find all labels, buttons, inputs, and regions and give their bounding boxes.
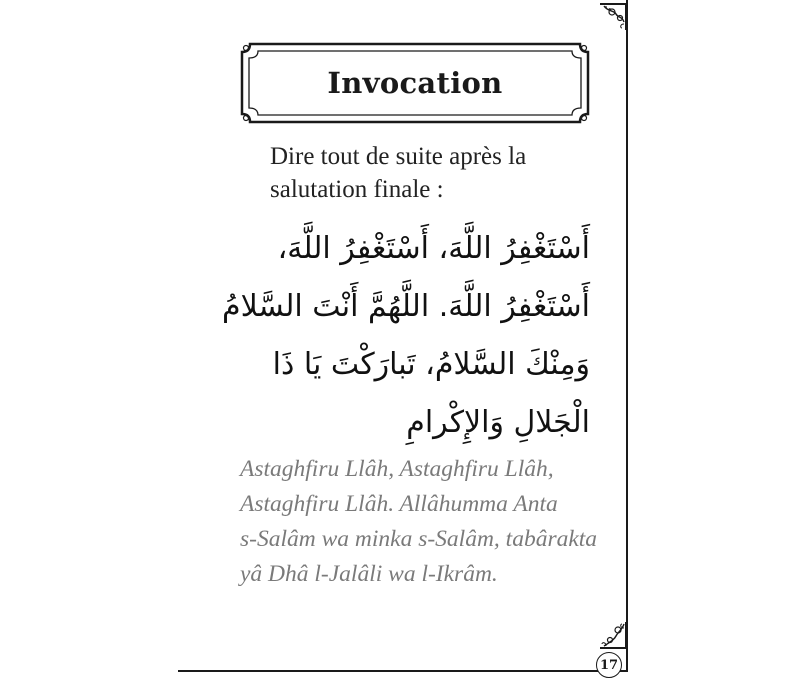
transliteration-line: yâ Dhâ l-Jalâli wa l-Ikrâm.: [240, 561, 498, 587]
transliteration: [240, 452, 600, 592]
transliteration-line: s-Salâm wa minka s-Salâm, tabârakta: [240, 526, 598, 552]
page-number: 17: [596, 652, 622, 678]
arabic-line: أَسْتَغْفِرُ اللَّهَ. اللَّهُمَّ أَنْتَ السَّلامُ: [222, 289, 590, 324]
instruction-line: salutation finale :: [270, 176, 444, 203]
transliteration-line: Astaghfiru Llâh. Allâhumma Anta: [240, 491, 558, 517]
ornament-corner-icon: [598, 620, 628, 650]
instruction-line: Dire tout de suite après la: [270, 143, 527, 170]
arabic-invocation: [222, 220, 590, 452]
ornament-corner-icon: [598, 2, 628, 32]
arabic-line: وَمِنْكَ السَّلامُ، تَبارَكْتَ يَا ذَا: [272, 347, 590, 382]
arabic-line: أَسْتَغْفِرُ اللَّهَ، أَسْتَغْفِرُ اللَّهَ،: [277, 231, 590, 266]
arabic-line: الْجَلالِ وَالإِكْرامِ: [406, 405, 590, 440]
page-title: Invocation: [327, 66, 503, 100]
instruction-text: [270, 140, 590, 206]
transliteration-line: Astaghfiru Llâh, Astaghfiru Llâh,: [240, 456, 554, 482]
